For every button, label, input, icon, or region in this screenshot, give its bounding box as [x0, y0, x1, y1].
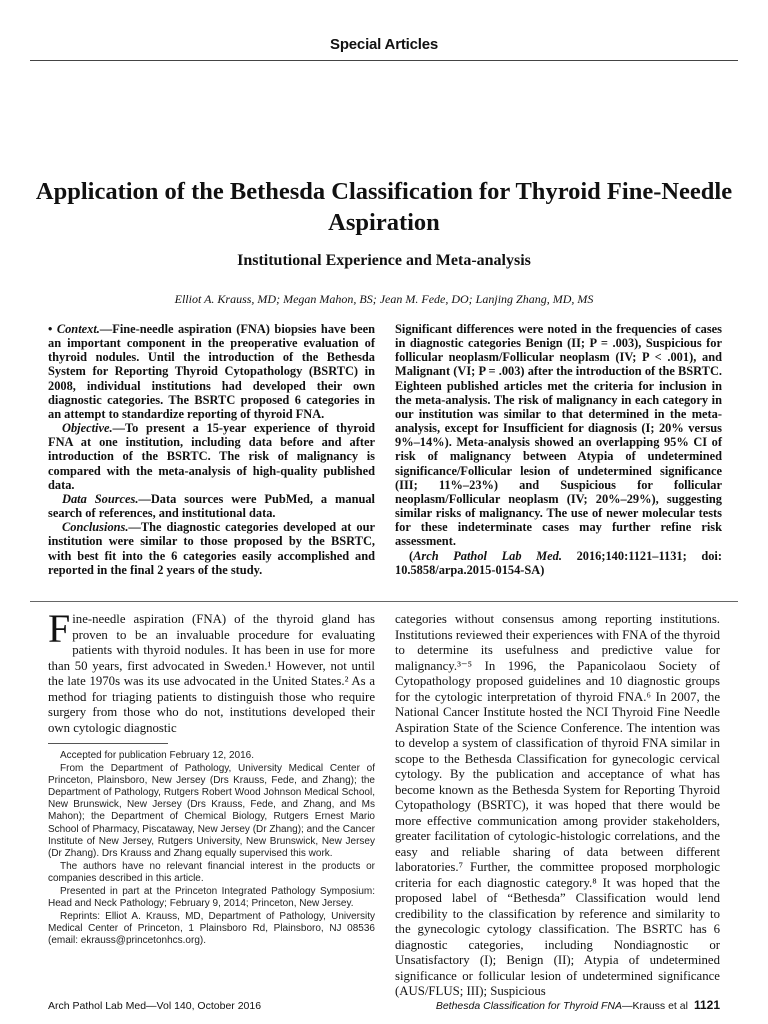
bullet-icon: •: [48, 322, 53, 336]
page-number: 1121: [693, 998, 720, 1012]
footer-journal-issue: Arch Pathol Lab Med—Vol 140, October 2016: [48, 1000, 262, 1012]
drop-cap: F: [48, 606, 71, 651]
body-right-column: [395, 612, 720, 1000]
conclusions-heading: Conclusions.—: [62, 520, 141, 535]
objective-heading: Objective.—: [62, 421, 125, 436]
intro-paragraph: [48, 606, 375, 736]
header-rule: [30, 60, 738, 61]
running-head-authors: —Krauss et al: [622, 1000, 688, 1012]
article-subtitle: Institutional Experience and Meta-analysis: [237, 252, 531, 269]
abstract-conclusions: [48, 520, 375, 577]
footnote-rule: [48, 743, 168, 744]
abstract-results-text: Significant differences were noted in the frequencies of cases in diagnostic categories Benign (II; P = .003), Suspicious for follicular neoplasm/Follicular neoplasm (IV; P < .001), and Malignant (VI; P = .003) after the introduction of the BSRTC. Eighteen published articles met the criteria for inclusion in the meta-analysis. The risk of malignancy in each category in our institution was similar to that determined in the meta-analysis, except for Insufficient for diagnosis (I; 20% versus 9%–14%). Meta-analysis showed an overlapping 95% CI of risk of malignancy between Atypia of undetermined significance/Follicular lesion of undetermined significance (III; 11%–23%) and Suspicious for follicular neoplasm/Follicular neoplasm (IV; 20%–29%), suggesting similar risks of malignancy. The use of newer molecular tests for these indeterminate cases may further refine risk assessment.: [395, 322, 722, 549]
data-sources-text: Data sources were PubMed, a manual search of references, and institutional data.: [48, 491, 375, 521]
citation-details: 2016;140:1121–1131; doi: 10.5858/arpa.2015-0154-SA): [395, 548, 722, 577]
abstract-right-column: [395, 322, 722, 577]
context-heading: Context.—: [56, 322, 113, 336]
body-right-text: categories without consensus among reporting institutions. Institutions reviewed their experiences with FNA of the thyroid to determine its usefulness and predictive value for malignancy.³⁻⁵ In 1996, the Papanicolaou Society of Cytopathology proposed guidelines and 10 diagnostic groups for the cytologic interpretation of thyroid FNA.⁶ In 2007, the National Cancer Institute hosted the NCI Thyroid Fine Needle Aspiration State of the Science Conference. The intention was to develop a system of classification of thyroid FNA similar in scope to the Bethesda Classification for gynecologic cervical cytology. By the publication and acceptance of what has become known as the Bethesda System for Reporting Thyroid Cytopathology (BSRTC), it was hoped that there would be more effective communication among provider stakeholders, greater facilitation of cytologic-histologic correlations, and the easy and reliable sharing of data between different laboratories.⁷ Further, the committee proposed morphologic criteria for each diagnostic category.⁸ It was hoped that the proposed label of “Bethesda” Classification would lend credibility to the classification by reference and similarity to the gynecologic cytology classification. The BSRTC has 6 diagnostic categories, including Nondiagnostic or Unsatisfactory (I); Benign (II); Atypia of undetermined significance or follicular lesion of undetermined significance (AUS/FLUS; III); Suspicious: [395, 612, 720, 998]
abstract-divider: [30, 601, 738, 602]
footnote-reprints: Reprints: Elliot A. Krauss, MD, Department of Pathology, University Medical Center of Princeton, 1 Plainsboro Rd, Plainsboro, NJ 08536 (email: ekrauss@princetonhcs.org).: [48, 911, 375, 947]
section-label: Special Articles: [330, 36, 438, 53]
footnote-disclosure: The authors have no relevant financial interest in the products or companies described in this article.: [48, 860, 375, 884]
footnote-affiliations: From the Department of Pathology, University Medical Center of Princeton, Plainsboro, New Jersey (Drs Krauss, Fede, and Zhang); the Department of Pathology, Rutgers Robert Wood Johnson Medical School, New Brunswick, New Jersey (Drs Krauss, Fede, and Zhang, and Ms Mahon); the Department of Chemical Biology, Rutgers Ernest Mario School of Pharmacy, Piscataway, New Jersey (Dr Zhang); and the Cancer Institute of New Jersey, Rutgers University, New Brunswick, New Jersey (Dr Zhang). Drs Krauss and Zhang equally supervised this work.: [48, 763, 375, 859]
body-left-column: [48, 606, 375, 736]
context-text: Fine-needle aspiration (FNA) biopsies have been an important component in the preoperative evaluation of thyroid nodules. Until the introduction of the Bethesda System for Reporting Thyroid Cytopathology (BSRTC) in 2008, individual institutions had developed their own diagnostic categories. The BSRTC proposed 6 categories in an attempt to standardize reporting of thyroid FNA.: [48, 322, 375, 421]
objective-text: To present a 15-year experience of thyroid FNA at one institution, including data before and after introduction of the BSRTC. The risk of malignancy is compared with the meta-analysis of high-quality published data.: [48, 421, 375, 492]
footnote-presented: Presented in part at the Princeton Integrated Pathology Symposium: Head and Neck Pathology; February 9, 2014; Princeton, New Jersey.: [48, 886, 375, 910]
abstract-data-sources: [48, 492, 375, 520]
intro-text: ine-needle aspiration (FNA) of the thyroid gland has proven to be an invaluable procedure for evaluating patients with thyroid nodules. It has been in use for more than 50 years, first advocated in Sweden.¹ However, not until the late 1970s was its use advocated in the United States.² As a method for triaging patients to distinguish those who require surgery from those who do not, institutions developed their own cytologic diagnostic: [48, 612, 375, 735]
abstract-objective: [48, 421, 375, 492]
citation-open: (: [409, 548, 414, 563]
abstract-context: [48, 322, 375, 421]
author-list: Elliot A. Krauss, MD; Megan Mahon, BS; Jean M. Fede, DO; Lanjing Zhang, MD, MS: [174, 292, 594, 306]
data-sources-heading: Data Sources.—: [62, 491, 151, 506]
footer-running-head: [436, 998, 720, 1012]
footnotes: [48, 750, 375, 948]
article-title: Application of the Bethesda Classification for Thyroid Fine-Needle Aspiration: [35, 178, 733, 236]
running-head-title: Bethesda Classification for Thyroid FNA: [435, 1000, 622, 1012]
abstract-left-column: [48, 322, 375, 577]
footnote-accepted: Accepted for publication February 12, 2016.: [60, 750, 255, 761]
citation-journal: Arch Pathol Lab Med.: [413, 548, 562, 563]
abstract-citation: [395, 549, 722, 577]
conclusions-text: The diagnostic categories developed at our institution were similar to those proposed by the BSRTC, with best fit into the 6 categories easily accomplished and reported in the final 2 years of the study.: [48, 520, 375, 577]
